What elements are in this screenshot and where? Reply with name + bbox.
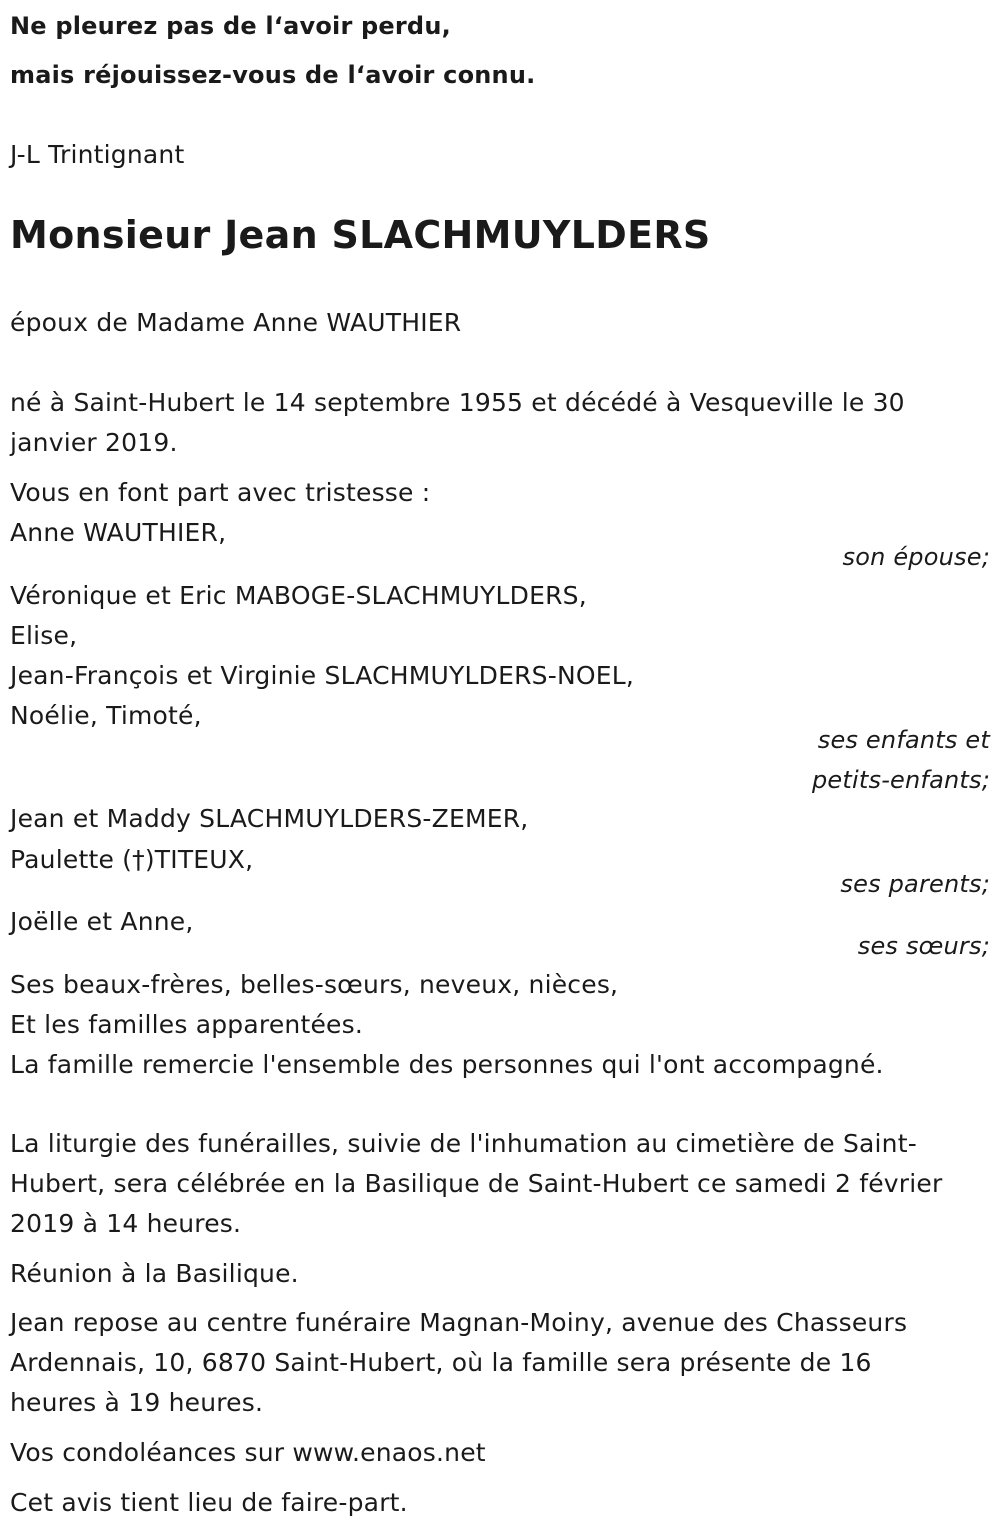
liturgy-line: Hubert, sera célébrée en la Basilique de Saint-Hubert ce samedi 2 février bbox=[10, 1169, 943, 1198]
rest-line: heures à 19 heures. bbox=[10, 1388, 264, 1417]
liturgy-line: La liturgie des funérailles, suivie de l'inhumation au cimetière de Saint- bbox=[10, 1129, 917, 1158]
notice-line: Cet avis tient lieu de faire-part. bbox=[10, 1488, 408, 1517]
parent-line: Paulette (†)TITEUX, bbox=[10, 845, 254, 874]
spouse-name: Anne WAUTHIER, bbox=[10, 518, 227, 547]
spouse-line: époux de Madame Anne WAUTHIER bbox=[10, 308, 462, 337]
thanks-line: La famille remercie l'ensemble des personnes qui l'ont accompagné. bbox=[10, 1050, 884, 1079]
children-relation-1: ses enfants et bbox=[817, 726, 990, 754]
birth-death-line-2: janvier 2019. bbox=[10, 428, 178, 457]
child-line: Véronique et Eric MABOGE-SLACHMUYLDERS, bbox=[10, 581, 587, 610]
parent-line: Jean et Maddy SLACHMUYLDERS-ZEMER, bbox=[10, 804, 529, 833]
rest-line: Jean repose au centre funéraire Magnan-Moiny, avenue des Chasseurs bbox=[10, 1308, 908, 1337]
birth-death-line-1: né à Saint-Hubert le 14 septembre 1955 et décédé à Vesqueville le 30 bbox=[10, 388, 905, 417]
liturgy-line: 2019 à 14 heures. bbox=[10, 1209, 242, 1238]
meeting-line: Réunion à la Basilique. bbox=[10, 1259, 299, 1288]
condolences-line: Vos condoléances sur www.enaos.net bbox=[10, 1438, 486, 1467]
child-line: Jean-François et Virginie SLACHMUYLDERS-NOEL, bbox=[10, 661, 635, 690]
quote-line-1: Ne pleurez pas de l‘avoir perdu, bbox=[10, 12, 451, 40]
children-relation-2: petits-enfants; bbox=[812, 766, 990, 794]
child-line: Elise, bbox=[10, 621, 78, 650]
child-line: Noélie, Timoté, bbox=[10, 701, 202, 730]
others-line: Ses beaux-frères, belles-sœurs, neveux, nièces, bbox=[10, 970, 619, 999]
sisters-line: Joëlle et Anne, bbox=[10, 907, 194, 936]
sisters-relation: ses sœurs; bbox=[857, 932, 990, 960]
family-intro: Vous en font part avec tristesse : bbox=[10, 478, 431, 507]
quote-author: J-L Trintignant bbox=[10, 140, 185, 169]
parents-relation: ses parents; bbox=[840, 870, 990, 898]
quote-line-2: mais réjouissez-vous de l‘avoir connu. bbox=[10, 61, 536, 89]
rest-line: Ardennais, 10, 6870 Saint-Hubert, où la famille sera présente de 16 bbox=[10, 1348, 872, 1377]
others-line: Et les familles apparentées. bbox=[10, 1010, 363, 1039]
deceased-name: Monsieur Jean SLACHMUYLDERS bbox=[10, 213, 711, 257]
spouse-relation: son épouse; bbox=[842, 543, 990, 571]
